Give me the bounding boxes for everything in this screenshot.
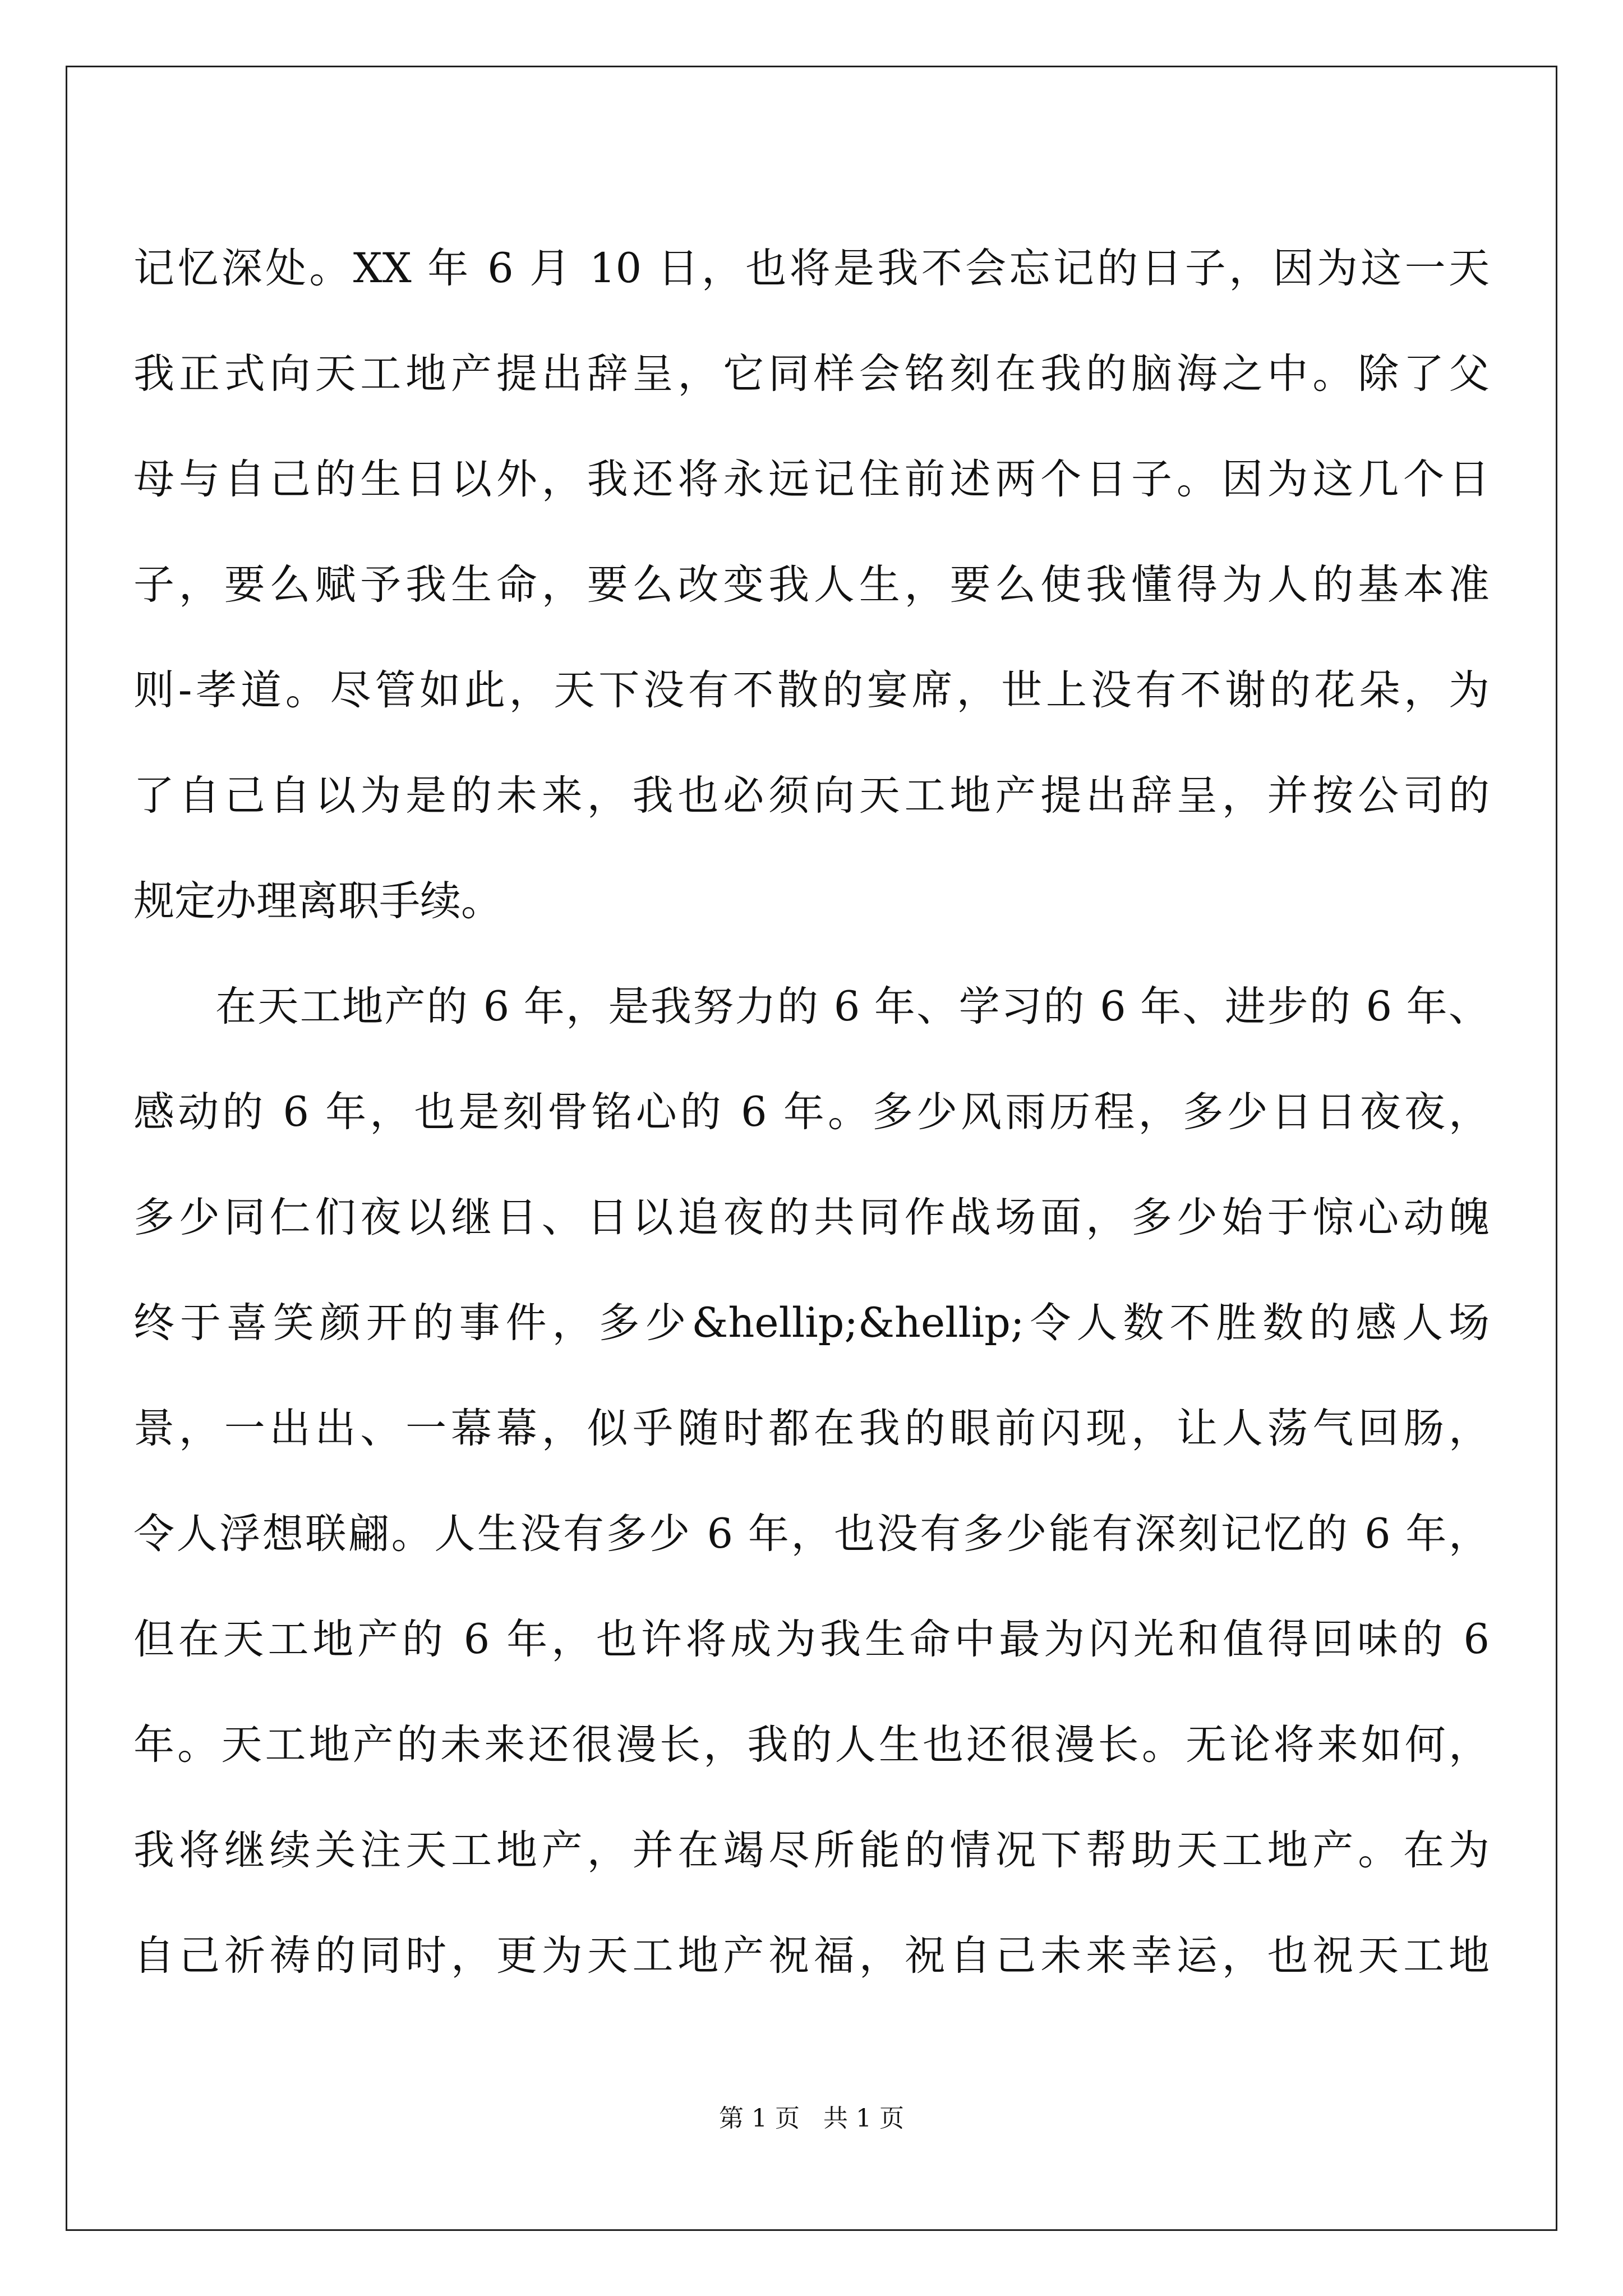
text-line: 终于喜笑颜开的事件，多少&hellip;&hellip;令人数不胜数的感人场	[133, 1299, 1490, 1347]
paragraph-2	[133, 954, 1490, 2009]
text-line: 我将继续关注天工地产，并在竭尽所能的情况下帮助天工地产。在为	[133, 1826, 1490, 1874]
text-line: 在天工地产的 6 年，是我努力的 6 年、学习的 6 年、进步的 6 年、	[215, 983, 1490, 1030]
text-line: 规定办理离职手续。	[133, 877, 502, 925]
page-number-total: 共 1 页	[823, 2104, 904, 2133]
text-line: 多少同仁们夜以继日、日以追夜的共同作战场面，多少始于惊心动魄	[133, 1194, 1490, 1241]
text-line: 我正式向天工地产提出辞呈，它同样会铭刻在我的脑海之中。除了父	[133, 350, 1490, 398]
document-body	[133, 216, 1490, 2009]
text-line: 子，要么赋予我生命，要么改变我人生，要么使我懂得为人的基本准	[133, 561, 1490, 609]
paragraph-1	[133, 216, 1490, 954]
page-number-current: 第 1 页	[719, 2104, 800, 2133]
text-line: 则-孝道。尽管如此，天下没有不散的宴席，世上没有不谢的花朵，为	[133, 666, 1490, 714]
text-line: 了自己自以为是的未来，我也必须向天工地产提出辞呈，并按公司的	[133, 772, 1490, 820]
text-line: 年。天工地产的未来还很漫长，我的人生也还很漫长。无论将来如何，	[133, 1721, 1490, 1769]
text-line: 记忆深处。XX 年 6 月 10 日，也将是我不会忘记的日子，因为这一天	[133, 245, 1490, 292]
text-line: 自己祈祷的同时，更为天工地产祝福，祝自己未来幸运，也祝天工地	[133, 1932, 1490, 1980]
text-line: 母与自己的生日以外，我还将永远记住前述两个日子。因为这几个日	[133, 455, 1490, 503]
text-line: 但在天工地产的 6 年，也许将成为我生命中最为闪光和值得回味的 6	[133, 1616, 1490, 1663]
text-line: 景，一出出、一幕幕，似乎随时都在我的眼前闪现，让人荡气回肠，	[133, 1405, 1490, 1452]
text-line: 感动的 6 年，也是刻骨铭心的 6 年。多少风雨历程，多少日日夜夜，	[133, 1088, 1490, 1136]
text-line: 令人浮想联翩。人生没有多少 6 年，也没有多少能有深刻记忆的 6 年，	[133, 1510, 1490, 1558]
page-footer	[0, 2098, 1623, 2134]
